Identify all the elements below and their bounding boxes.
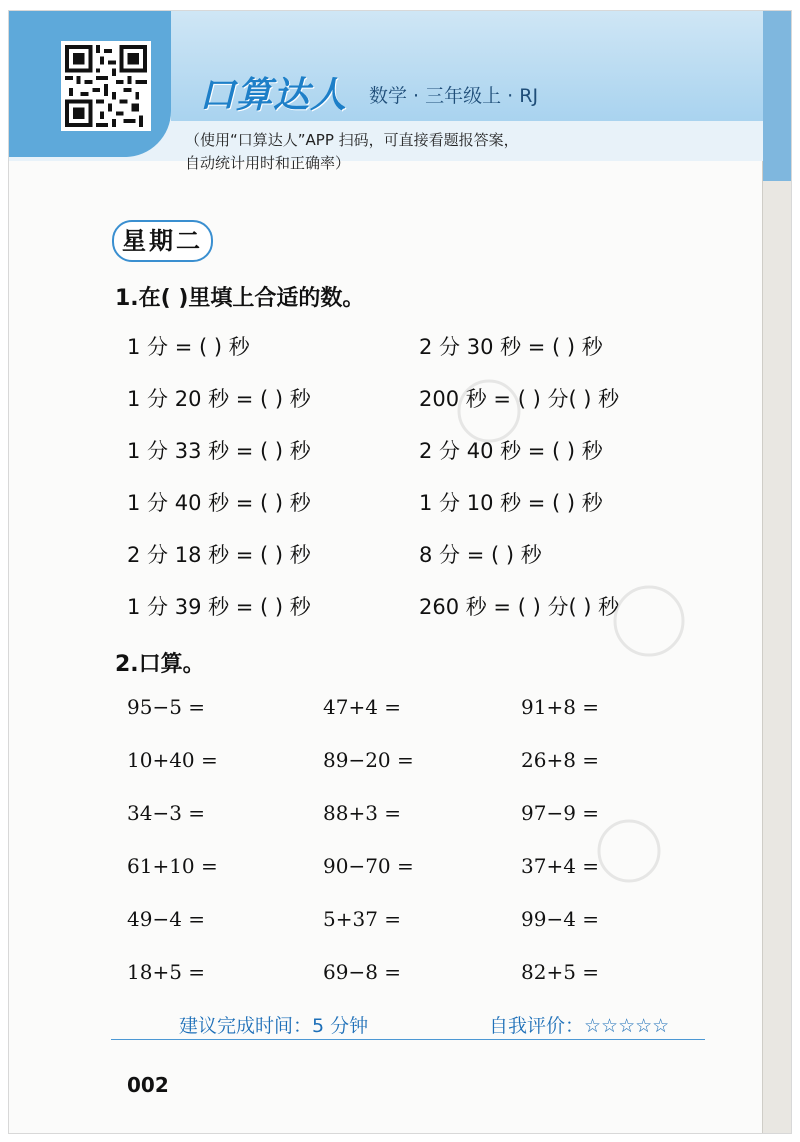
workbook-page: [8, 10, 792, 1134]
fill-item[interactable]: 8 分 = ( ) 秒: [419, 543, 542, 567]
qr-tab: [9, 11, 171, 157]
fill-item[interactable]: 260 秒 = ( ) 分( ) 秒: [419, 595, 620, 619]
calc-item[interactable]: 49−4 =: [127, 907, 206, 931]
fill-item[interactable]: 1 分 = ( ) 秒: [127, 335, 250, 359]
calc-item[interactable]: 99−4 =: [521, 907, 600, 931]
calc-item[interactable]: 47+4 =: [323, 695, 402, 719]
day-label-badge: 星期二: [112, 220, 213, 262]
fill-item[interactable]: 200 秒 = ( ) 分( ) 秒: [419, 387, 620, 411]
fill-item[interactable]: 1 分 40 秒 = ( ) 秒: [127, 491, 311, 515]
calc-item[interactable]: 34−3 =: [127, 801, 206, 825]
subject-label: 数学 · 三年级上 · RJ: [369, 85, 539, 107]
calc-item[interactable]: 95−5 =: [127, 695, 206, 719]
calc-item[interactable]: 61+10 =: [127, 854, 218, 878]
calc-item[interactable]: 91+8 =: [521, 695, 600, 719]
calc-item[interactable]: 18+5 =: [127, 960, 206, 984]
fill-item[interactable]: 1 分 20 秒 = ( ) 秒: [127, 387, 311, 411]
section-1-title: 1.在( )里填上合适的数。: [115, 286, 365, 311]
app-brand-title: 口算达人: [199, 75, 348, 116]
calc-item[interactable]: 97−9 =: [521, 801, 600, 825]
fill-item[interactable]: 1 分 10 秒 = ( ) 秒: [419, 491, 603, 515]
calc-item[interactable]: 89−20 =: [323, 748, 414, 772]
page-header: [9, 11, 763, 172]
fill-item[interactable]: 2 分 40 秒 = ( ) 秒: [419, 439, 603, 463]
calc-item[interactable]: 10+40 =: [127, 748, 218, 772]
page-number: 002: [127, 1073, 169, 1097]
fill-item[interactable]: 1 分 33 秒 = ( ) 秒: [127, 439, 311, 463]
calc-item[interactable]: 82+5 =: [521, 960, 600, 984]
scan-instructions-line-1: （使用“口算达人”APP 扫码，可直接看题报答案，: [185, 131, 519, 149]
calc-item[interactable]: 69−8 =: [323, 960, 402, 984]
fill-item[interactable]: 2 分 30 秒 = ( ) 秒: [419, 335, 603, 359]
fill-item[interactable]: 1 分 39 秒 = ( ) 秒: [127, 595, 311, 619]
qr-code-icon[interactable]: [61, 41, 151, 131]
scan-instructions: [185, 129, 519, 175]
fill-item[interactable]: 2 分 18 秒 = ( ) 秒: [127, 543, 311, 567]
calc-item[interactable]: 26+8 =: [521, 748, 600, 772]
spine-accent: [763, 11, 791, 181]
section-2-title: 2.口算。: [115, 652, 205, 677]
calc-item[interactable]: 37+4 =: [521, 854, 600, 878]
self-evaluation-stars[interactable]: 自我评价：☆☆☆☆☆: [489, 1015, 670, 1037]
scan-instructions-line-2: 自动统计用时和正确率）: [185, 154, 351, 172]
footer-divider: [111, 1039, 705, 1040]
calc-item[interactable]: 90−70 =: [323, 854, 414, 878]
calc-item[interactable]: 5+37 =: [323, 907, 402, 931]
suggested-time: 建议完成时间：5 分钟: [179, 1015, 369, 1037]
calc-item[interactable]: 88+3 =: [323, 801, 402, 825]
